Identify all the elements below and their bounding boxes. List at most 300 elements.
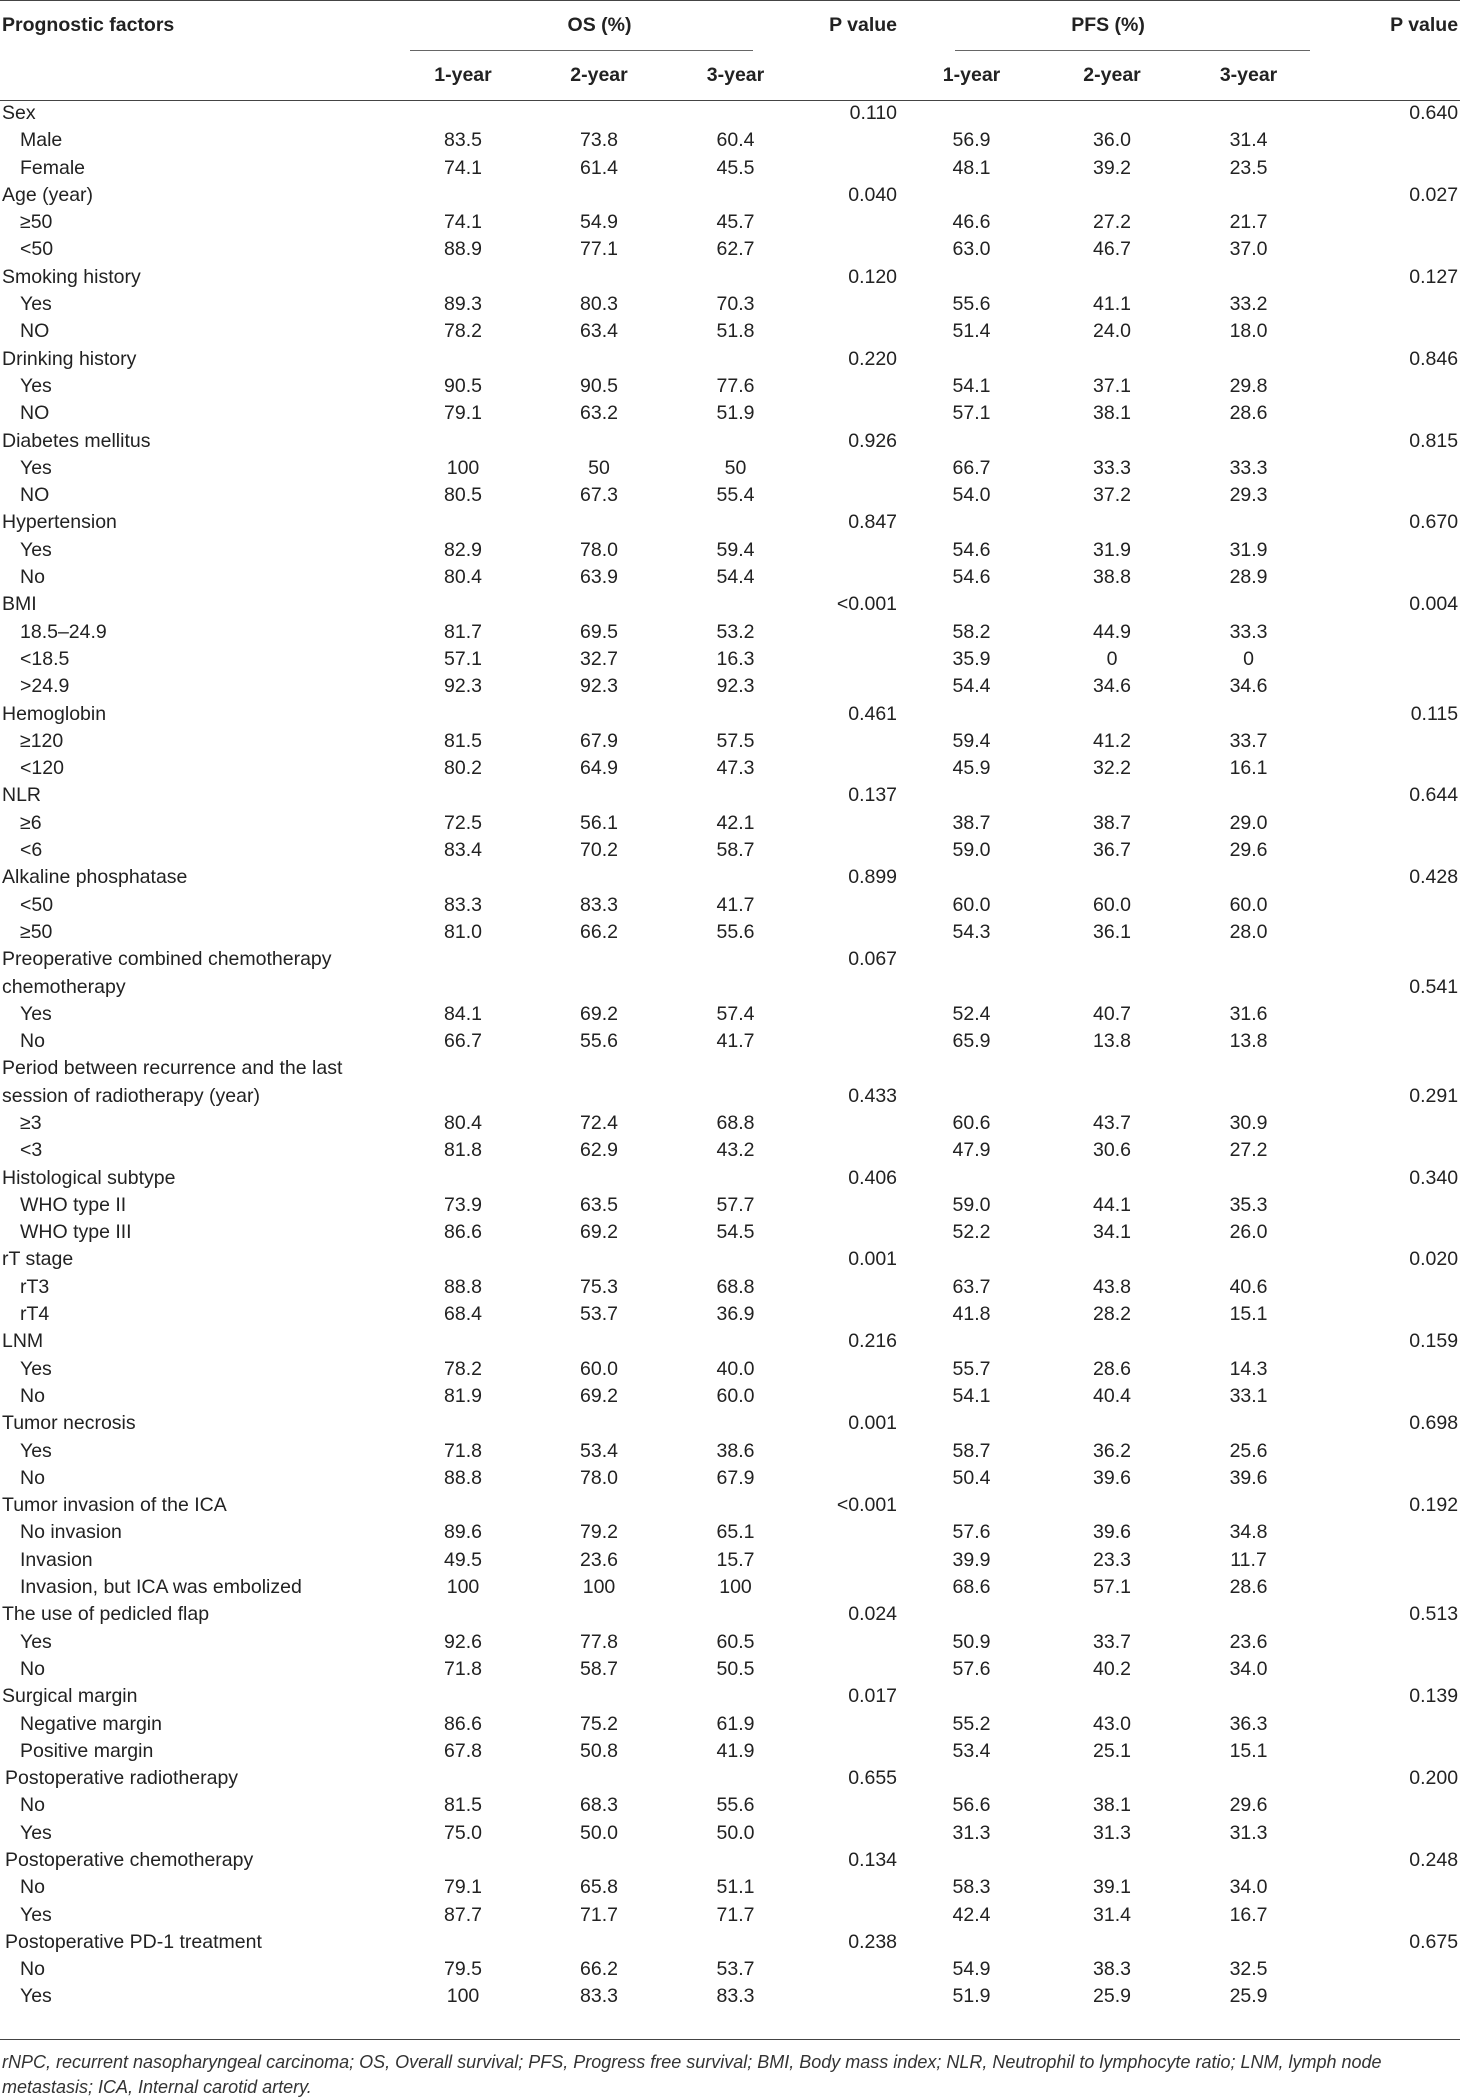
table-row bbox=[0, 264, 1460, 291]
pfs-value: 34.1 bbox=[1093, 1221, 1131, 1244]
pfs-value bbox=[1180, 1847, 1317, 1874]
table-row bbox=[0, 1192, 1460, 1219]
pfs-value: 33.1 bbox=[1229, 1384, 1268, 1407]
pfs-value bbox=[1180, 1492, 1317, 1519]
os-value: 100 bbox=[446, 456, 480, 479]
os-pvalue bbox=[804, 1820, 899, 1847]
pfs-pvalue bbox=[1317, 1629, 1460, 1656]
pfs-value: 38.7 bbox=[952, 811, 991, 834]
os-value bbox=[531, 591, 667, 618]
pfs-value: 53.4 bbox=[952, 1739, 991, 1762]
pfs-value: 37.0 bbox=[1229, 238, 1268, 261]
pfs-value: 15.1 bbox=[1229, 1303, 1268, 1326]
pfs-pvalue bbox=[1317, 1547, 1460, 1574]
pfs-value: 66.7 bbox=[952, 456, 991, 479]
pfs-value: 40.7 bbox=[1093, 1002, 1131, 1025]
os-value: 74.1 bbox=[444, 211, 482, 234]
table-row bbox=[0, 1356, 1460, 1383]
pfs-value: 36.2 bbox=[1093, 1439, 1131, 1462]
table-row bbox=[0, 1902, 1460, 1929]
pfs-value bbox=[1044, 1929, 1180, 1956]
pfs-value: 33.2 bbox=[1229, 293, 1268, 316]
pfs-pvalue bbox=[1317, 537, 1460, 564]
pfs-value: 15.1 bbox=[1229, 1739, 1268, 1762]
os-value: 49.5 bbox=[444, 1548, 482, 1571]
pfs-value bbox=[1044, 1683, 1180, 1710]
pfs-value: 28.6 bbox=[1229, 402, 1268, 425]
pfs-pvalue: 0.644 bbox=[1409, 784, 1459, 807]
os-pvalue: 0.216 bbox=[848, 1330, 898, 1353]
factor-label: >24.9 bbox=[20, 675, 70, 698]
pfs-value: 39.6 bbox=[1229, 1466, 1268, 1489]
os-pvalue: 0.120 bbox=[848, 265, 898, 288]
os-value: 68.3 bbox=[580, 1794, 618, 1817]
factor-label: Histological subtype bbox=[2, 1166, 176, 1189]
os-value bbox=[667, 974, 804, 1001]
pfs-pvalue: 0.020 bbox=[1409, 1248, 1459, 1271]
os-value bbox=[395, 1410, 531, 1437]
table-row bbox=[0, 1001, 1460, 1028]
pfs-pvalue: 0.139 bbox=[1409, 1685, 1459, 1708]
os-pvalue bbox=[804, 1438, 899, 1465]
table-row bbox=[0, 291, 1460, 318]
pfs-value bbox=[1180, 974, 1317, 1001]
pfs-value bbox=[1180, 1083, 1317, 1110]
pfs-value: 41.2 bbox=[1093, 729, 1131, 752]
os-value: 15.7 bbox=[716, 1548, 755, 1571]
pfs-value: 60.0 bbox=[1093, 893, 1131, 916]
os-pvalue bbox=[804, 1028, 899, 1055]
pfs-value: 33.3 bbox=[1229, 456, 1268, 479]
pfs-pvalue: 0.248 bbox=[1409, 1849, 1459, 1871]
os-value: 74.1 bbox=[444, 156, 482, 179]
pfs-value bbox=[1180, 1601, 1317, 1628]
os-value: 78.0 bbox=[580, 1466, 618, 1489]
os-value: 43.2 bbox=[716, 1139, 755, 1162]
pfs-value: 50.9 bbox=[952, 1630, 991, 1653]
pfs-value: 31.6 bbox=[1229, 1002, 1268, 1025]
pfs-value: 34.6 bbox=[1229, 675, 1268, 698]
os-value: 80.3 bbox=[580, 293, 618, 316]
factor-label: <50 bbox=[20, 893, 54, 916]
factor-label: No invasion bbox=[20, 1521, 122, 1544]
os-value: 100 bbox=[582, 1576, 616, 1599]
table-row bbox=[0, 892, 1460, 919]
table-row bbox=[0, 1383, 1460, 1410]
pfs-value bbox=[1044, 1492, 1180, 1519]
pfs-pvalue bbox=[1317, 1356, 1460, 1383]
table-row bbox=[0, 1629, 1460, 1656]
os-pvalue bbox=[804, 1383, 899, 1410]
os-pvalue bbox=[804, 837, 899, 864]
os-value: 83.3 bbox=[444, 893, 482, 916]
os-value bbox=[531, 1083, 667, 1110]
os-value: 78.0 bbox=[580, 538, 618, 561]
table-row bbox=[0, 1137, 1460, 1164]
factor-label: <6 bbox=[20, 839, 43, 862]
header-blank bbox=[804, 50, 899, 100]
pfs-value: 40.4 bbox=[1093, 1384, 1131, 1407]
pfs-value bbox=[899, 1847, 1044, 1874]
os-value: 32.7 bbox=[580, 647, 618, 670]
os-pvalue bbox=[804, 127, 899, 154]
os-value bbox=[395, 1328, 531, 1355]
os-value bbox=[667, 1847, 804, 1874]
os-value: 79.1 bbox=[444, 402, 482, 425]
pfs-value: 65.9 bbox=[952, 1030, 991, 1053]
factor-label: Postoperative chemotherapy bbox=[5, 1849, 254, 1871]
table-row bbox=[0, 318, 1460, 345]
pfs-value: 36.1 bbox=[1093, 920, 1131, 943]
factor-label: NO bbox=[20, 484, 50, 507]
pfs-value: 55.7 bbox=[952, 1357, 991, 1380]
os-value: 87.7 bbox=[444, 1903, 482, 1926]
factor-label: Postoperative PD-1 treatment bbox=[5, 1930, 262, 1953]
pfs-value bbox=[1180, 1055, 1317, 1082]
os-value bbox=[395, 100, 531, 127]
pfs-value bbox=[1044, 864, 1180, 891]
factor-label: No bbox=[20, 1958, 45, 1981]
os-value: 81.5 bbox=[444, 729, 482, 752]
table-row bbox=[0, 1219, 1460, 1246]
table-row bbox=[0, 1711, 1460, 1738]
header-os-3year: 3-year bbox=[706, 64, 765, 86]
os-value: 58.7 bbox=[716, 839, 755, 862]
os-value bbox=[531, 1683, 667, 1710]
pfs-value bbox=[1180, 946, 1317, 973]
pfs-pvalue bbox=[1317, 755, 1460, 782]
pfs-value: 23.3 bbox=[1093, 1548, 1131, 1571]
table-row bbox=[0, 428, 1460, 455]
pfs-value: 54.3 bbox=[952, 920, 991, 943]
os-pvalue: 0.461 bbox=[848, 702, 898, 725]
table-row bbox=[0, 1165, 1460, 1192]
os-value bbox=[395, 946, 531, 973]
pfs-value bbox=[899, 1492, 1044, 1519]
os-pvalue bbox=[804, 919, 899, 946]
pfs-value: 31.3 bbox=[1229, 1821, 1268, 1844]
table-row bbox=[0, 1765, 1460, 1792]
os-value: 45.7 bbox=[716, 211, 755, 234]
pfs-value: 26.0 bbox=[1229, 1221, 1268, 1244]
os-value: 100 bbox=[446, 1985, 480, 2008]
os-pvalue bbox=[804, 209, 899, 236]
os-value bbox=[667, 1765, 804, 1792]
os-value bbox=[667, 946, 804, 973]
os-value bbox=[395, 1847, 531, 1874]
os-pvalue: 0.040 bbox=[848, 183, 898, 206]
pfs-pvalue bbox=[1317, 1519, 1460, 1546]
os-value: 69.2 bbox=[580, 1221, 618, 1244]
os-pvalue: 0.433 bbox=[848, 1084, 898, 1107]
pfs-value bbox=[899, 591, 1044, 618]
os-pvalue bbox=[804, 1219, 899, 1246]
os-value bbox=[667, 1492, 804, 1519]
os-value: 55.6 bbox=[716, 920, 755, 943]
header-prognostic-factors: Prognostic factors bbox=[2, 14, 175, 36]
os-pvalue bbox=[804, 564, 899, 591]
os-value bbox=[395, 974, 531, 1001]
factor-label: NO bbox=[20, 320, 50, 343]
os-value: 62.7 bbox=[716, 238, 755, 261]
os-pvalue bbox=[804, 1110, 899, 1137]
table-row bbox=[0, 1519, 1460, 1546]
os-group-underline bbox=[410, 50, 753, 51]
pfs-value: 54.1 bbox=[952, 374, 991, 397]
pfs-value bbox=[899, 1765, 1044, 1792]
os-value bbox=[531, 782, 667, 809]
pfs-value: 25.6 bbox=[1229, 1439, 1268, 1462]
os-pvalue bbox=[804, 1574, 899, 1601]
pfs-value: 23.5 bbox=[1229, 156, 1268, 179]
pfs-value: 38.1 bbox=[1093, 1794, 1131, 1817]
os-value: 53.7 bbox=[716, 1958, 755, 1981]
os-pvalue bbox=[804, 1956, 899, 1983]
pfs-value bbox=[1044, 1165, 1180, 1192]
table-row bbox=[0, 537, 1460, 564]
factor-label: The use of pedicled flap bbox=[2, 1603, 210, 1626]
os-pvalue bbox=[804, 892, 899, 919]
pfs-value: 28.2 bbox=[1093, 1303, 1131, 1326]
os-value: 70.2 bbox=[580, 839, 618, 862]
pfs-value bbox=[1180, 701, 1317, 728]
factor-label: <50 bbox=[20, 238, 54, 261]
os-pvalue: <0.001 bbox=[836, 593, 898, 616]
os-pvalue: 0.001 bbox=[848, 1248, 898, 1271]
pfs-value bbox=[1044, 182, 1180, 209]
pfs-value bbox=[1044, 946, 1180, 973]
table-row bbox=[0, 1956, 1460, 1983]
pfs-value: 23.6 bbox=[1229, 1630, 1268, 1653]
os-pvalue: 0.406 bbox=[848, 1166, 898, 1189]
pfs-pvalue bbox=[1317, 619, 1460, 646]
pfs-pvalue bbox=[1317, 1001, 1460, 1028]
factor-label: Age (year) bbox=[2, 183, 94, 206]
os-value bbox=[395, 1683, 531, 1710]
os-pvalue bbox=[804, 1983, 899, 2010]
pfs-pvalue: 0.541 bbox=[1409, 975, 1459, 998]
os-pvalue bbox=[804, 318, 899, 345]
os-pvalue bbox=[804, 974, 899, 1001]
pfs-value: 42.4 bbox=[952, 1903, 991, 1926]
os-value: 77.6 bbox=[716, 374, 755, 397]
pfs-value: 37.2 bbox=[1093, 484, 1131, 507]
pfs-pvalue bbox=[1317, 1902, 1460, 1929]
pfs-pvalue bbox=[1317, 946, 1460, 973]
pfs-pvalue: 0.340 bbox=[1409, 1166, 1459, 1189]
os-pvalue: 0.134 bbox=[848, 1849, 898, 1871]
os-pvalue bbox=[804, 673, 899, 700]
pfs-value bbox=[899, 428, 1044, 455]
pfs-value bbox=[1180, 1929, 1317, 1956]
os-value bbox=[395, 701, 531, 728]
table-row bbox=[0, 209, 1460, 236]
os-pvalue: <0.001 bbox=[836, 1494, 898, 1517]
pfs-value: 56.6 bbox=[952, 1794, 991, 1817]
pfs-value bbox=[899, 1055, 1044, 1082]
header-blank bbox=[1317, 50, 1460, 100]
table-row bbox=[0, 1929, 1460, 1956]
os-value bbox=[667, 1683, 804, 1710]
os-value: 73.8 bbox=[580, 129, 618, 152]
os-value: 81.7 bbox=[444, 620, 482, 643]
pfs-value: 59.4 bbox=[952, 729, 991, 752]
os-value: 63.4 bbox=[580, 320, 618, 343]
factor-label: Male bbox=[20, 129, 63, 152]
pfs-value bbox=[1180, 1683, 1317, 1710]
pfs-value: 39.9 bbox=[952, 1548, 991, 1571]
table-row bbox=[0, 1601, 1460, 1628]
pfs-value: 31.3 bbox=[952, 1821, 991, 1844]
os-pvalue: 0.137 bbox=[848, 784, 898, 807]
os-value bbox=[395, 1765, 531, 1792]
table-row bbox=[0, 728, 1460, 755]
os-pvalue: 0.847 bbox=[848, 511, 898, 534]
pfs-pvalue bbox=[1317, 209, 1460, 236]
os-value: 79.5 bbox=[444, 1958, 482, 1981]
factor-label: Yes bbox=[20, 1439, 52, 1462]
pfs-value: 33.3 bbox=[1093, 456, 1131, 479]
factor-label: ≥120 bbox=[20, 729, 64, 752]
os-value: 41.7 bbox=[716, 893, 755, 916]
os-value: 61.4 bbox=[580, 156, 618, 179]
factor-label: LNM bbox=[2, 1330, 44, 1353]
pfs-value: 43.7 bbox=[1093, 1111, 1131, 1134]
os-value: 77.8 bbox=[580, 1630, 618, 1653]
pfs-value bbox=[1180, 1410, 1317, 1437]
pfs-pvalue: 0.200 bbox=[1409, 1767, 1459, 1790]
pfs-pvalue bbox=[1317, 1219, 1460, 1246]
pfs-pvalue bbox=[1317, 1874, 1460, 1901]
pfs-value bbox=[1180, 1765, 1317, 1792]
os-value bbox=[531, 1055, 667, 1082]
pfs-value: 16.7 bbox=[1229, 1903, 1268, 1926]
pfs-value bbox=[1180, 1165, 1317, 1192]
table-row bbox=[0, 1820, 1460, 1847]
os-value: 56.1 bbox=[580, 811, 618, 834]
pfs-value: 13.8 bbox=[1093, 1030, 1131, 1053]
pfs-value: 29.6 bbox=[1229, 839, 1268, 862]
pfs-value: 0 bbox=[1106, 647, 1118, 670]
os-pvalue: 0.238 bbox=[848, 1930, 898, 1953]
os-value: 88.8 bbox=[444, 1275, 482, 1298]
factor-label: Surgical margin bbox=[2, 1685, 138, 1708]
pfs-value: 13.8 bbox=[1229, 1030, 1268, 1053]
pfs-value: 28.6 bbox=[1229, 1576, 1268, 1599]
table-row bbox=[0, 564, 1460, 591]
pfs-value: 58.7 bbox=[952, 1439, 991, 1462]
os-value bbox=[531, 701, 667, 728]
os-value bbox=[395, 1246, 531, 1273]
os-value: 80.2 bbox=[444, 757, 482, 780]
factor-label: NLR bbox=[2, 784, 42, 807]
pfs-pvalue: 0.159 bbox=[1409, 1330, 1459, 1353]
pfs-value: 54.6 bbox=[952, 566, 991, 589]
os-value: 100 bbox=[446, 1576, 480, 1599]
os-pvalue bbox=[804, 1192, 899, 1219]
os-value: 78.2 bbox=[444, 320, 482, 343]
pfs-pvalue bbox=[1317, 1983, 1460, 2010]
os-value bbox=[531, 1847, 667, 1874]
factor-label: Alkaline phosphatase bbox=[2, 866, 188, 889]
table-row bbox=[0, 1874, 1460, 1901]
factor-label: No bbox=[20, 1657, 45, 1680]
os-value: 71.7 bbox=[716, 1903, 755, 1926]
pfs-value: 55.6 bbox=[952, 293, 991, 316]
os-value: 75.2 bbox=[580, 1712, 618, 1735]
os-value: 88.9 bbox=[444, 238, 482, 261]
os-value: 88.8 bbox=[444, 1466, 482, 1489]
pfs-value: 29.8 bbox=[1229, 374, 1268, 397]
os-value: 79.2 bbox=[580, 1521, 618, 1544]
os-value: 55.4 bbox=[716, 484, 755, 507]
pfs-value bbox=[1044, 1765, 1180, 1792]
os-value: 69.5 bbox=[580, 620, 618, 643]
pfs-value: 59.0 bbox=[952, 1193, 991, 1216]
header-os-pvalue: P value bbox=[829, 14, 898, 36]
pfs-value bbox=[1044, 974, 1180, 1001]
os-pvalue bbox=[804, 1055, 899, 1082]
pfs-pvalue bbox=[1317, 1792, 1460, 1819]
pfs-value bbox=[1044, 100, 1180, 127]
os-pvalue: 0.067 bbox=[848, 948, 898, 971]
pfs-pvalue bbox=[1317, 373, 1460, 400]
factor-label: Yes bbox=[20, 374, 52, 397]
pfs-value bbox=[1044, 782, 1180, 809]
table-row bbox=[0, 1683, 1460, 1710]
os-value: 60.0 bbox=[716, 1384, 755, 1407]
os-value: 73.9 bbox=[444, 1193, 482, 1216]
pfs-value: 36.3 bbox=[1229, 1712, 1268, 1735]
os-value bbox=[395, 1929, 531, 1956]
os-value bbox=[531, 1929, 667, 1956]
os-pvalue: 0.017 bbox=[848, 1685, 898, 1708]
os-value bbox=[395, 864, 531, 891]
os-pvalue bbox=[804, 1274, 899, 1301]
pfs-value bbox=[1180, 864, 1317, 891]
os-value: 83.3 bbox=[716, 1985, 755, 2008]
os-value bbox=[531, 974, 667, 1001]
pfs-value: 54.4 bbox=[952, 675, 991, 698]
pfs-value: 25.9 bbox=[1229, 1985, 1268, 2008]
pfs-value: 36.0 bbox=[1093, 129, 1131, 152]
os-value: 68.8 bbox=[716, 1111, 755, 1134]
table-row bbox=[0, 482, 1460, 509]
factor-label: ≥3 bbox=[20, 1111, 42, 1134]
os-pvalue: 0.926 bbox=[848, 429, 898, 452]
os-value: 67.9 bbox=[716, 1466, 755, 1489]
pfs-value bbox=[899, 946, 1044, 973]
factor-label: WHO type III bbox=[20, 1221, 132, 1244]
factor-label: NO bbox=[20, 402, 50, 425]
os-value bbox=[531, 1328, 667, 1355]
pfs-value: 28.6 bbox=[1093, 1357, 1131, 1380]
pfs-pvalue bbox=[1317, 1574, 1460, 1601]
pfs-value: 39.1 bbox=[1093, 1876, 1131, 1899]
table-row bbox=[0, 1301, 1460, 1328]
factor-label: Yes bbox=[20, 1821, 52, 1844]
os-value: 66.7 bbox=[444, 1030, 482, 1053]
table-row bbox=[0, 1656, 1460, 1683]
os-pvalue bbox=[804, 646, 899, 673]
pfs-value: 31.4 bbox=[1093, 1903, 1131, 1926]
os-pvalue bbox=[804, 1874, 899, 1901]
table-row bbox=[0, 1547, 1460, 1574]
table-row bbox=[0, 1983, 1460, 2010]
pfs-value: 25.9 bbox=[1093, 1985, 1131, 2008]
os-value: 81.0 bbox=[444, 920, 482, 943]
os-value: 100 bbox=[719, 1576, 752, 1599]
